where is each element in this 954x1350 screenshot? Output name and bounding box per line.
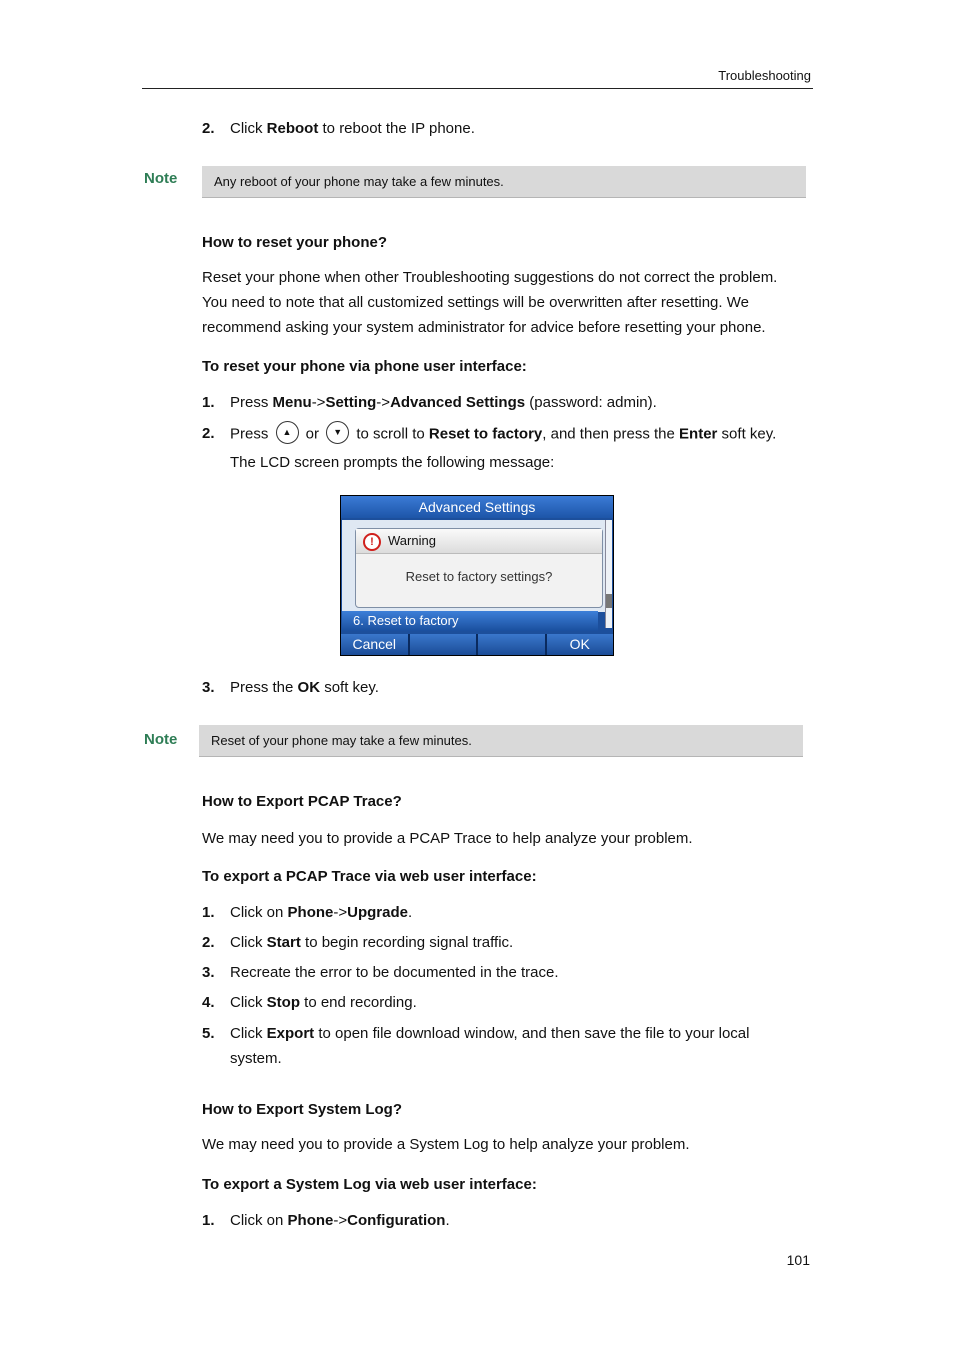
section-heading-pcap: How to Export PCAP Trace? <box>202 793 402 810</box>
lcd-selected-item: 6. Reset to factory <box>342 611 598 631</box>
reset-step-2: 2. Press ▲ or ▼ to scroll to Reset to factory, and then press the Enter soft key. <box>202 423 776 446</box>
warning-dialog-header <box>356 529 602 554</box>
reset-step-1: 1. Press Menu->Setting->Advanced Settings (password: admin). <box>202 394 657 411</box>
warning-dialog <box>355 528 603 608</box>
note-box: Reset of your phone may take a few minutes. <box>199 725 803 757</box>
lcd-title: Advanced Settings <box>341 496 613 518</box>
subheading-pcap-web: To export a PCAP Trace via web user interface: <box>202 868 537 885</box>
reset-step-2-continuation: The LCD screen prompts the following message: <box>230 454 555 471</box>
lcd-screen <box>340 495 614 656</box>
pcap-step-3: 3. Recreate the error to be documented in the trace. <box>202 964 559 981</box>
note-box: Any reboot of your phone may take a few minutes. <box>202 166 806 198</box>
ok-softkey[interactable]: OK <box>547 634 614 655</box>
page-number: 101 <box>786 1252 810 1268</box>
pcap-step-4: 4. Click Stop to end recording. <box>202 994 417 1011</box>
blank-softkey-3[interactable] <box>478 634 545 655</box>
section-heading-reset: How to reset your phone? <box>202 234 388 251</box>
syslog-step-1: 1. Click on Phone->Configuration. <box>202 1212 450 1229</box>
subheading-reset-ui: To reset your phone via phone user interface: <box>202 358 527 375</box>
up-arrow-key-icon: ▲ <box>276 421 299 444</box>
warning-icon: ! <box>363 533 381 551</box>
reboot-step: 2. Click Reboot to reboot the IP phone. <box>202 120 475 137</box>
reboot-term: Reboot <box>266 120 319 137</box>
warning-dialog-title: Warning <box>388 533 436 548</box>
warning-dialog-message: Reset to factory settings? <box>405 569 553 584</box>
step-number: 2. <box>202 120 215 137</box>
header-rule <box>142 88 813 89</box>
pcap-step-1: 1. Click on Phone->Upgrade. <box>202 904 413 921</box>
pcap-paragraph: We may need you to provide a PCAP Trace to help analyze your problem. <box>202 830 693 847</box>
note-label: Note <box>144 170 178 187</box>
reset-paragraph: Reset your phone when other Troubleshooting suggestions do not correct the problem. You need to note that all customized settings will be overwritten after resetting. We recommend asking your system administrator for advice before resetting your phone. <box>202 269 778 336</box>
cancel-softkey[interactable]: Cancel <box>341 634 408 655</box>
running-header: Troubleshooting <box>718 68 811 83</box>
section-heading-syslog: How to Export System Log? <box>202 1101 403 1118</box>
syslog-paragraph: We may need you to provide a System Log to help analyze your problem. <box>202 1136 690 1153</box>
reset-step-3: 3. Press the OK soft key. <box>202 679 379 696</box>
subheading-syslog-web: To export a System Log via web user interface: <box>202 1176 537 1193</box>
note-label: Note <box>144 731 178 748</box>
lcd-scrollbar <box>605 520 612 628</box>
lcd-softkey-bar <box>341 634 613 655</box>
lcd-scroll-thumb <box>606 594 612 608</box>
pcap-step-2: 2. Click Start to begin recording signal traffic. <box>202 934 514 951</box>
blank-softkey-2[interactable] <box>410 634 477 655</box>
pcap-step-5-continuation: system. <box>230 1050 282 1067</box>
down-arrow-key-icon: ▼ <box>326 421 349 444</box>
pcap-step-5: 5. Click Export to open file download window, and then save the file to your local <box>202 1025 750 1042</box>
